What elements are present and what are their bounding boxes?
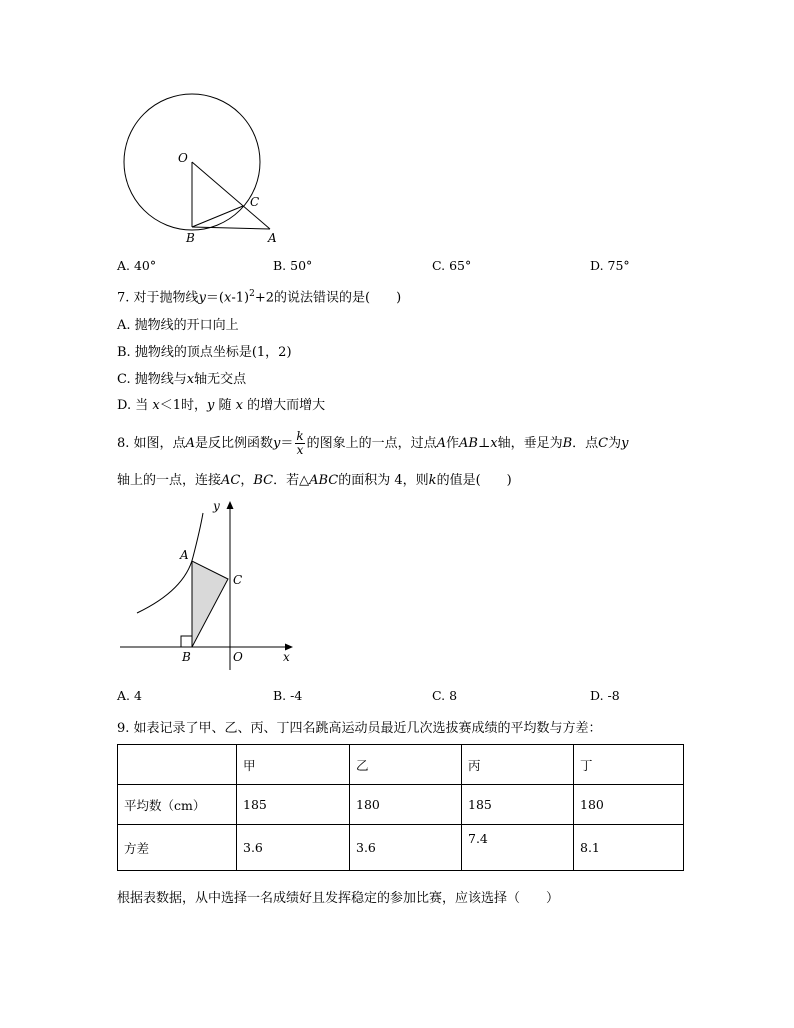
q7-option-d: D. 当 x＜1时，y 随 x 的增大而增大: [117, 398, 326, 413]
table-cell: 185: [237, 785, 350, 825]
q8-stem-line1: 8. 如图，点A是反比例函数y＝ $\frac{k}{x}$ 的图象上的一点，过点A作AB⊥x轴，垂足为B．点C为y: [117, 429, 629, 457]
table-header-row: [118, 745, 684, 785]
q7-option-c: C. 抛物线与x轴无交点: [117, 372, 247, 387]
table-cell: 180: [574, 785, 684, 825]
q6-option-a: A. 40°: [117, 258, 157, 273]
table-cell: 8.1: [574, 825, 684, 871]
q7-option-b: B. 抛物线的顶点坐标是(1，2): [117, 345, 292, 360]
label-a: A: [180, 548, 189, 562]
label-b: B: [186, 231, 195, 245]
q8-option-c: C. 8: [432, 688, 458, 703]
table-cell: 丁: [574, 745, 684, 785]
q6-option-c: C. 65°: [432, 258, 472, 273]
q7-stem: 7. 对于抛物线$y=(x-1)^2+2$的说法错误的是( ): [117, 289, 402, 306]
label-a: A: [268, 231, 277, 245]
triangle-abc: [192, 561, 228, 647]
hyperbola-triangle-figure: [115, 495, 300, 675]
table-row: [118, 825, 684, 871]
table-cell: [118, 745, 237, 785]
label-c: C: [233, 573, 243, 587]
right-angle-mark: [181, 636, 192, 647]
segment-bc: [192, 206, 243, 227]
scores-table: [117, 744, 684, 871]
table-cell: 方差: [118, 825, 237, 871]
q7-option-a: A. 抛物线的开口向上: [117, 318, 239, 333]
q6-option-d: D. 75°: [590, 258, 630, 273]
table-cell: 180: [350, 785, 462, 825]
label-x-axis: x: [283, 650, 290, 664]
q6-option-b: B. 50°: [273, 258, 313, 273]
table-cell: 7.4: [462, 825, 574, 871]
q9-followup: 根据表数据，从中选择一名成绩好且发挥稳定的参加比赛，应该选择（ ）: [117, 891, 560, 906]
q8-option-b: B. -4: [273, 688, 303, 703]
table-cell: 乙: [350, 745, 462, 785]
table-cell: 甲: [237, 745, 350, 785]
label-o: O: [178, 151, 188, 165]
table-row: [118, 785, 684, 825]
table-cell: 丙: [462, 745, 574, 785]
label-c: C: [250, 195, 260, 209]
table-cell: 平均数（cm）: [118, 785, 237, 825]
label-o: O: [233, 650, 243, 664]
q8-stem-line2: 轴上的一点，连接AC，BC．若△ABC的面积为 4，则k的值是( ): [117, 473, 512, 488]
table-cell: 3.6: [237, 825, 350, 871]
q8-option-a: A. 4: [117, 688, 142, 703]
y-axis-arrow: [227, 501, 234, 509]
circle-tangent-figure: [110, 90, 280, 255]
q9-stem: 9. 如表记录了甲、乙、丙、丁四名跳高运动员最近几次选拔赛成绩的平均数与方差：: [117, 721, 602, 736]
fraction-k-over-x: $\frac{k}{x}$: [296, 429, 304, 457]
table-cell: 3.6: [350, 825, 462, 871]
q8-option-d: D. -8: [590, 688, 620, 703]
label-b: B: [182, 650, 191, 664]
table-cell: 185: [462, 785, 574, 825]
label-y-axis: y: [213, 499, 220, 513]
